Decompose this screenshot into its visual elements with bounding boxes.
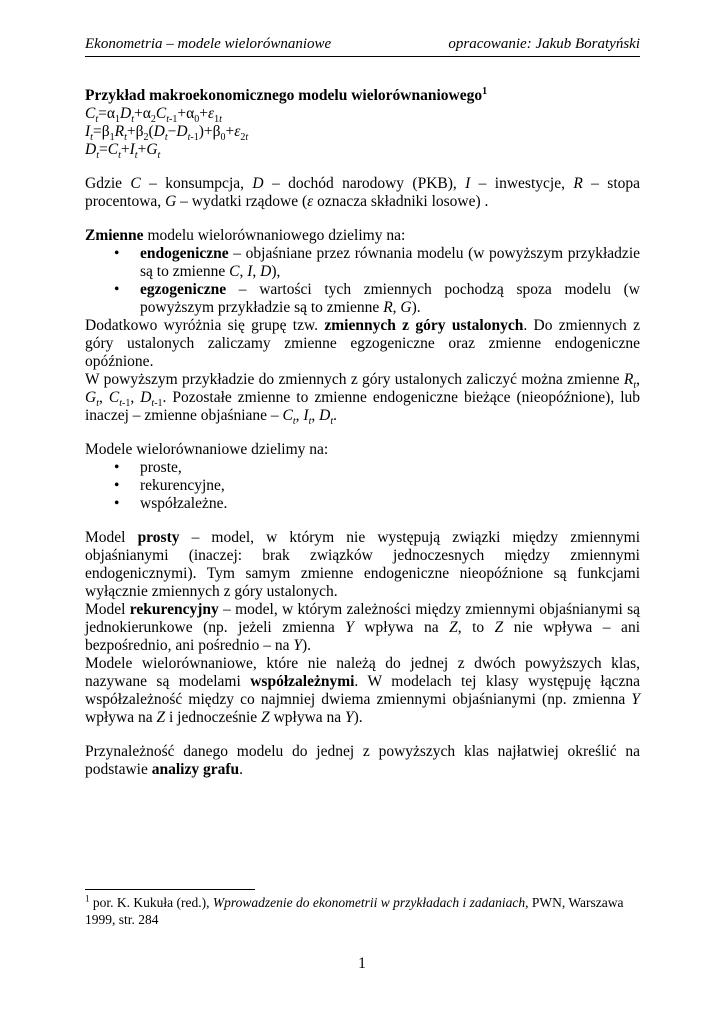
- title-footnote-ref: 1: [482, 85, 488, 97]
- list-model-types: [85, 459, 640, 513]
- equation-block: [85, 105, 640, 162]
- paragraph-model-prosty: Model prosty – model, w którym nie występują związki między zmiennymi objaśnianymi (inaczej: brak związków jednoczesnych między zmiennymi endogenicznymi). Tym samym zmienne endogeniczne nieopóźnione są funkcjami wyłącznie zmiennych z góry ustalonych.: [85, 529, 640, 600]
- paragraph-model-rekurencyjny: Model rekurencyjny – model, w którym zależności między zmiennymi objaśnianymi są jednokierunkowe (np. jeżeli zmienna Y wpływa na Z, to Z nie wpływa – ani bezpośrednio, ani pośrednio – na Y).: [85, 601, 641, 654]
- list-item-wspolzalezne: • współzależne.: [85, 495, 640, 513]
- paragraph-variable-definitions: Gdzie C – konsumpcja, D – dochód narodowy (PKB), I – inwestycje, R – stopa procentowa, G – wydatki rządowe (ε oznacza składniki losowe) .: [85, 175, 641, 210]
- footnote-separator: [85, 889, 255, 890]
- list-item-egzogeniczne: • egzogeniczne – wartości tych zmiennych pochodzą spoza modelu (w powyższym przykładzie są to zmienne R, G).: [85, 281, 640, 317]
- header-right-text: opracowanie: Jakub Boratyński: [448, 36, 640, 52]
- document-body: [85, 58, 640, 779]
- footnote-citation: por. K. Kukuła (red.), Wprowadzenie do ekonometrii w przykładach i zadaniach, PWN, Warszawa 1999, str. 284: [85, 895, 624, 927]
- list-item-proste: • proste,: [85, 459, 640, 477]
- document-title: [85, 86, 640, 105]
- title-text: Przykład makroekonomicznego modelu wielorównaniowego: [85, 87, 483, 104]
- list-item-rekurencyjne: • rekurencyjne,: [85, 477, 640, 495]
- paragraph-zmienne-intro: Zmienne modelu wielorównaniowego dzielimy na:: [85, 227, 406, 244]
- page-header: [85, 36, 640, 57]
- equation-income: $D_t=C_t+I_t+G_t$: [85, 141, 161, 162]
- list-variable-types: [85, 245, 640, 317]
- equation-consumption: $C_t=\alpha_1D_t+\alpha_2C_{t-1}+\alpha_0+\varepsilon_{1t}$: [85, 105, 222, 126]
- page-number: 1: [358, 955, 366, 972]
- paragraph-modele-intro: Modele wielorównaniowe dzielimy na:: [85, 441, 329, 458]
- footnote: [85, 889, 640, 928]
- paragraph-modele-wspolzalezne: Modele wielorównaniowe, które nie należą do jednej z dwóch powyższych klas, nazywane są modelami współzależnymi. W modelach tej klasy występuję łączna współzależność między co najmniej dwiema zmiennymi objaśnianymi (np. zmienna Y wpływa na Z i jednocześnie Z wpływa na Y).: [85, 655, 640, 726]
- paragraph-przynaleznosc: Przynależność danego modelu do jednej z powyższych klas najłatwiej określić na podstawie analizy grafu.: [85, 743, 640, 778]
- paragraph-w-powyzszym: W powyższym przykładzie do zmiennych z góry ustalonych zaliczyć można zmienne $R_t$, $G_t$, $C_{t-1}$, $D_{t-1}$. Pozostałe zmienne to zmienne endogeniczne bieżące (nieopóźnione), lub inaczej – zmienne objaśniane – $C_t$, $I_t$, $D_t$.: [85, 371, 640, 428]
- header-left-text: Ekonometria – modele wielorównaniowe: [85, 36, 332, 52]
- equation-investment: $I_t=\beta_1R_t+\beta_2(D_t-D_{t-1})+\beta_0+\varepsilon_{2t}$: [85, 123, 249, 144]
- footnote-ref: 1: [85, 893, 90, 904]
- footnote-text: [85, 895, 640, 928]
- paragraph-dodatkowo: Dodatkowo wyróżnia się grupę tzw. zmiennych z góry ustalonych. Do zmiennych z góry ustalonych zaliczamy zmienne egzogeniczne oraz zmienne endogeniczne opóźnione.: [85, 317, 640, 370]
- list-item-endogeniczne: • endogeniczne – objaśniane przez równania modelu (w powyższym przykładzie są to zmienne C, I, D),: [85, 245, 640, 281]
